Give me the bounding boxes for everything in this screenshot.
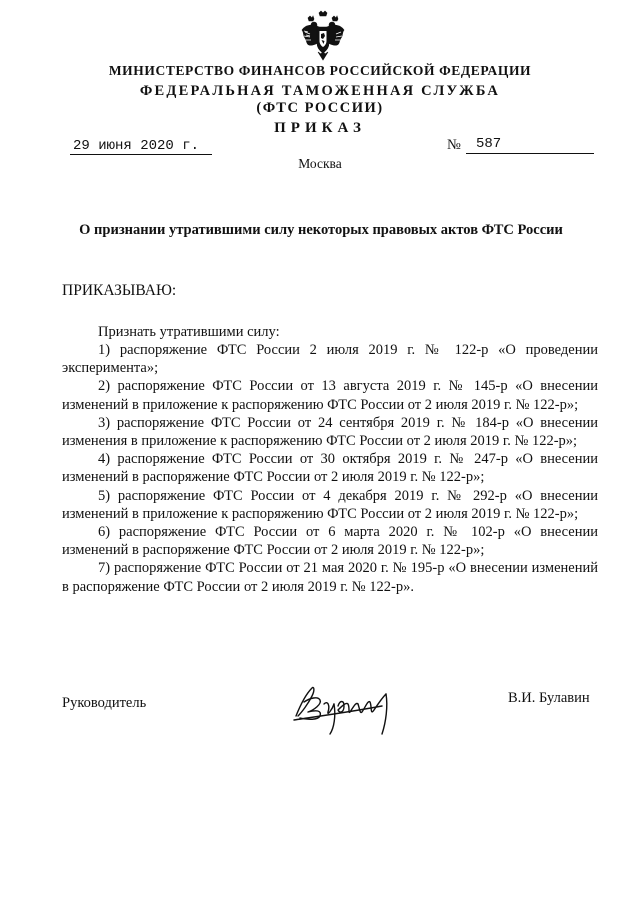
intro-text: Признать утратившими силу: [98,324,280,340]
decree-word: ПРИКАЗЫВАЮ: [62,282,177,299]
document-number: 587 [476,136,502,152]
handwritten-signature-icon [290,676,402,738]
signatory-role: Руководитель [62,695,147,711]
list-item: 4) распоряжение ФТС России от 30 октября 2019 г. № 247-р «О внесении изменений в распоряжение ФТС России от 2 июля 2019 г. № 122-р»; [62,451,598,486]
list-item: 2) распоряжение ФТС России от 13 августа 2019 г. № 145-р «О внесении изменений в приложение к распоряжению ФТС России от 2 июля 2019 г. № 122-р»; [62,378,598,413]
list-item: 5) распоряжение ФТС России от 4 декабря 2019 г. № 292-р «О внесении изменений в приложение к распоряжению ФТС России от 2 июля 2019 г. № 122-р»; [62,487,598,522]
service-abbreviation: (ФТС РОССИИ) [256,100,384,116]
number-sign: № [447,137,461,153]
items-list [62,341,598,596]
document-title: О признании утратившими силу некоторых правовых актов ФТС России [79,222,563,238]
ministry-name: МИНИСТЕРСТВО ФИНАНСОВ РОССИЙСКОЙ ФЕДЕРАЦИИ [108,63,532,78]
list-item: 3) распоряжение ФТС России от 24 сентября 2019 г. № 184-р «О внесении изменения в приложение к распоряжению ФТС России от 2 июля 2019 г. № 122-р»; [62,414,598,450]
list-item: 7) распоряжение ФТС России от 21 мая 2020 г. № 195-р «О внесении изменений в распоряжение ФТС России от 2 июля 2019 г. № 122-р». [62,560,598,595]
list-item: 6) распоряжение ФТС России от 6 марта 2020 г. № 102-р «О внесении изменений в распоряжение ФТС России от 2 июля 2019 г. № 122-р»; [62,524,598,559]
signatory-name: В.И. Булавин [508,690,590,706]
document-city: Москва [298,156,342,171]
service-name: ФЕДЕРАЛЬНАЯ ТАМОЖЕННАЯ СЛУЖБА [139,83,501,99]
list-item: 1) распоряжение ФТС России 2 июля 2019 г. № 122-р «О проведении эксперимента»; [62,342,598,377]
coat-of-arms-icon [300,10,346,62]
document-date: 29 июня 2020 г. [73,138,200,154]
document-type: ПРИКАЗ [274,120,366,136]
